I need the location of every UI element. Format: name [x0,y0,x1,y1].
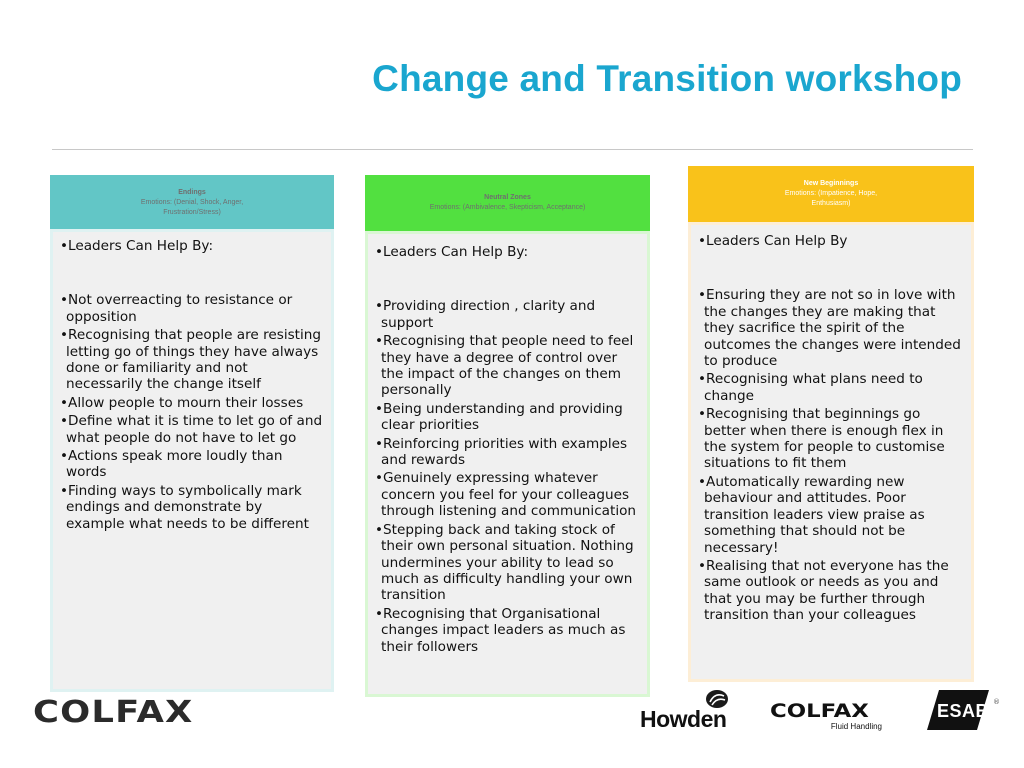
colfax-logo: COLFAX [33,695,194,730]
panel-neutral-zones [365,175,650,697]
panel-endings-emotions-line-1: Emotions: (Denial, Shock, Anger, [140,199,244,206]
list-item: •Define what it is time to let go of and what people do not have to let go [60,413,323,446]
panel-endings-lead: •Leaders Can Help By: [60,238,214,254]
panel-endings-title: Endings [178,189,206,196]
howden-logo [640,688,732,736]
panel-new-beginnings [688,166,974,682]
panel-beginnings-title: New Beginnings [803,180,859,187]
panel-beginnings-emotions-line-1: Emotions: (Impatience, Hope, [784,190,878,197]
list-item: •Genuinely expressing whatever concern you feel for your colleagues through listening and communication [375,470,637,520]
colfax-fluid-handling-logo [770,700,886,736]
title-divider [52,149,973,150]
panel-endings [50,175,334,692]
colfax-fh-subtitle: Fluid Handling [830,722,882,731]
howden-wordmark: Howden [640,706,727,732]
panel-endings-body [50,229,334,692]
panel-beginnings-emotions-line-2: Enthusiasm) [811,200,851,207]
list-item: •Recognising that people need to feel they have a degree of control over the impact of the changes on them personally [375,333,634,399]
esab-logo [925,688,1000,734]
panel-beginnings-header [688,166,974,222]
list-item: •Recognising that Organisational changes impact leaders as much as their followers [375,605,626,655]
panel-neutral-title: Neutral Zones [484,194,531,201]
panel-neutral-body [365,231,650,697]
list-item: •Recognising that beginnings go better when there is enough flex in the system for people to customise situations to fit them [698,406,945,472]
list-item: •Finding ways to symbolically mark endings and demonstrate by example what needs to be different [60,482,309,532]
panel-beginnings-body [688,222,974,682]
esab-wordmark: ESAB [937,701,990,721]
panel-neutral-emotions: Emotions: (Ambivalence, Skepticism, Acceptance) [429,204,586,211]
panel-neutral-header [365,175,650,231]
list-item: •Stepping back and taking stock of their own personal situation. Nothing undermines your ability to lead so much as difficulty handling your own transition [375,521,634,604]
panel-beginnings-lead: •Leaders Can Help By [698,233,848,249]
slide-title: Change and Transition workshop [372,58,962,99]
list-item: •Recognising that people are resisting letting go of things they have always done or familiarity and not necessarily the change itself [60,327,322,393]
list-item: •Being understanding and providing clear priorities [375,400,623,434]
panel-neutral-lead: •Leaders Can Help By: [375,244,529,260]
list-item: •Allow people to mourn their losses [60,394,304,411]
panel-endings-header [50,175,334,229]
colfax-fh-wordmark: COLFAX [770,700,869,722]
list-item: •Realising that not everyone has the same outlook or needs as you and that you may be further through transition than your colleagues [698,557,949,624]
esab-registered-mark: ® [993,698,1000,706]
list-item: •Reinforcing priorities with examples and rewards [375,435,628,469]
list-item: •Recognising what plans need to change [698,371,923,404]
list-item: •Not overreacting to resistance or opposition [60,292,293,325]
list-item: •Automatically rewarding new behaviour and attitudes. Poor transition leaders view praise as something that should not be necessary! [698,473,925,556]
list-item: •Actions speak more loudly than words [60,448,283,481]
list-item: •Providing direction , clarity and support [375,298,596,331]
panel-endings-emotions-line-2: Frustration/Stress) [163,209,221,216]
list-item: •Ensuring they are not so in love with the changes they are making that they sacrifice the spirit of the outcomes the changes were intended to produce [698,287,961,370]
